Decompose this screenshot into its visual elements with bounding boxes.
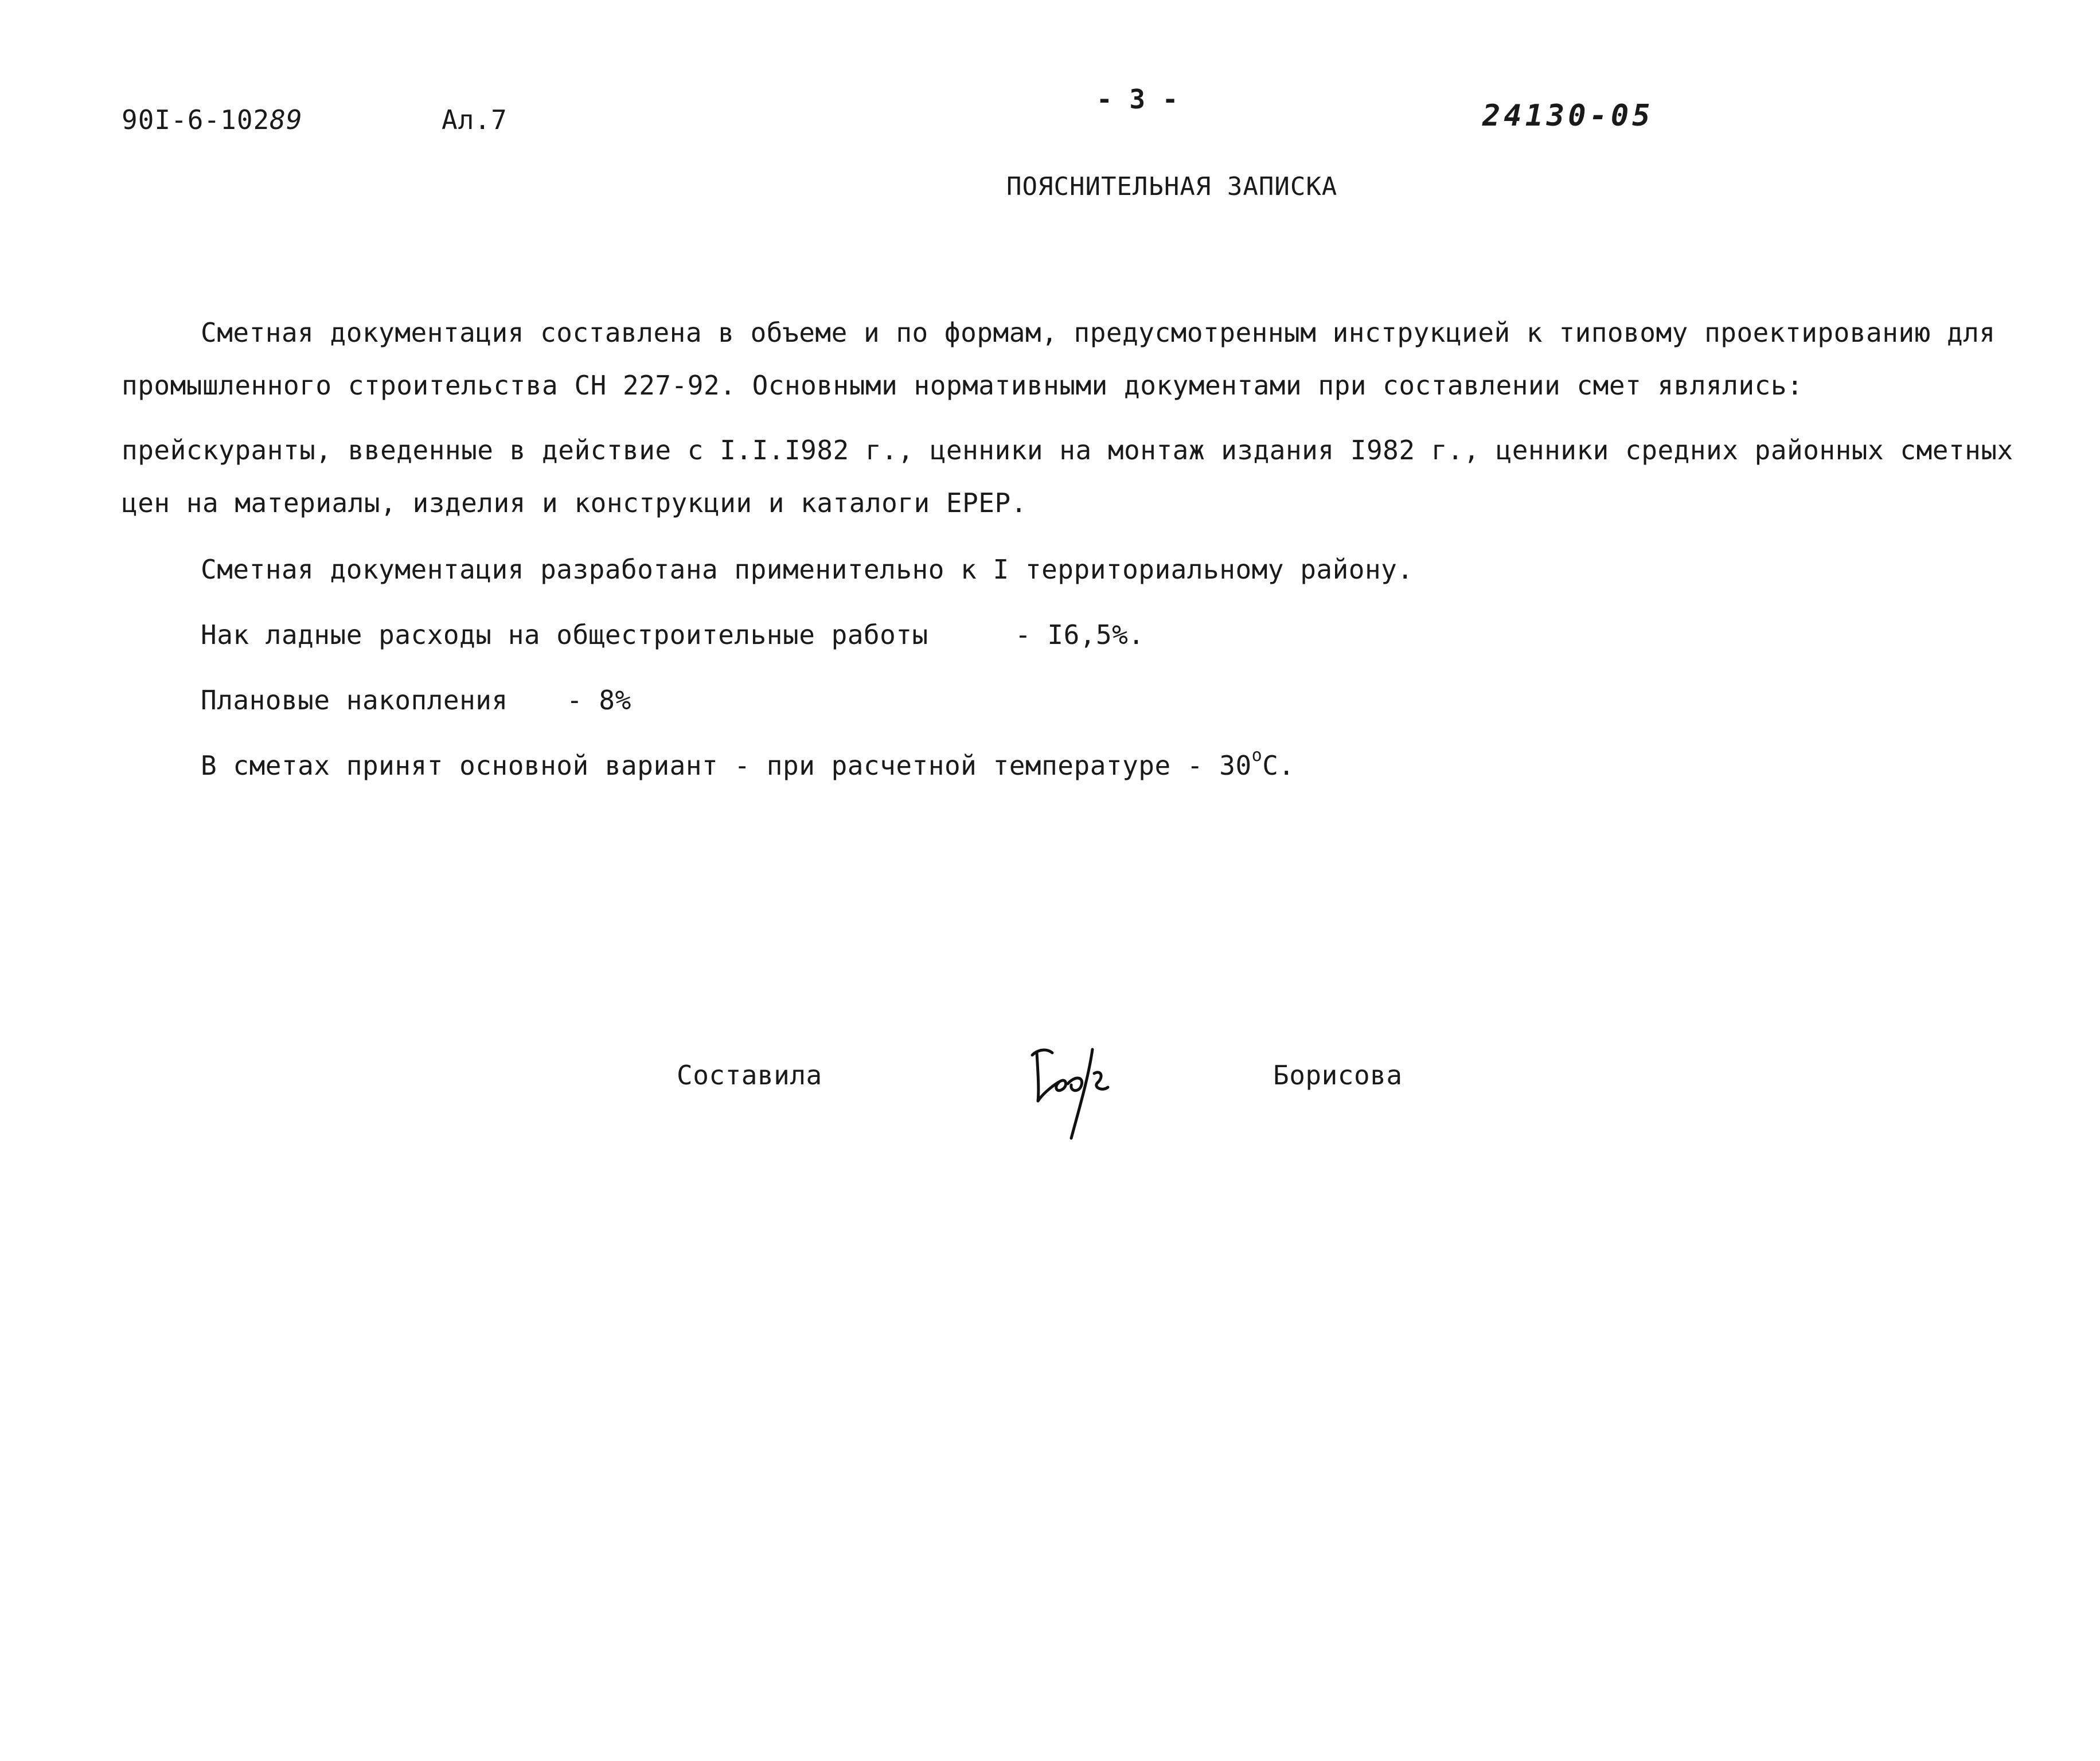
stamp-number: 24130-05	[1482, 99, 1654, 133]
page-title: ПОЯСНИТЕЛЬНАЯ ЗАПИСКА	[1006, 172, 1338, 201]
degree-sign: о	[1251, 745, 1263, 766]
variant-unit: С.	[1262, 750, 1295, 781]
body-line-5: Сметная документация разработана применительно к I территориальному району.	[201, 554, 1414, 585]
album-number: Ал.7	[442, 104, 508, 135]
handwritten-signature	[1021, 1032, 1135, 1147]
body-line-3: прейскуранты, введенные в действие с I.I.I982 г., ценники на монтаж издания I982 г., ценники средних районных сметных	[122, 435, 2013, 466]
doc-number	[122, 104, 303, 135]
signature-role: Составила	[677, 1060, 822, 1091]
doc-number-handwritten: 89	[270, 104, 303, 135]
doc-number-printed: 90I-6-102	[122, 104, 270, 135]
page-number: - 3 -	[1096, 84, 1179, 115]
body-line-1: Сметная документация составлена в объеме и по формам, предусмотренным инструкцией к типовому проектированию для	[201, 317, 1996, 348]
savings-label: Плановые накопления	[201, 685, 508, 716]
variant-text: В сметах принят основной вариант - при расчетной температуре - 30	[201, 750, 1252, 781]
savings-value: - 8%	[567, 685, 631, 716]
variant-line	[201, 745, 1295, 781]
signature-name: Борисова	[1273, 1060, 1403, 1091]
signature-scribble-icon	[1021, 1032, 1135, 1147]
body-line-2: промышленного строительства СН 227-92. Основными нормативными документами при составлении смет являлись:	[122, 370, 1804, 401]
body-line-4: цен на материалы, изделия и конструкции и каталоги ЕРЕР.	[122, 487, 1027, 518]
overhead-value: - I6,5%.	[1015, 619, 1145, 650]
overhead-label: Нак ладные расходы на общестроительные работы	[201, 619, 928, 650]
